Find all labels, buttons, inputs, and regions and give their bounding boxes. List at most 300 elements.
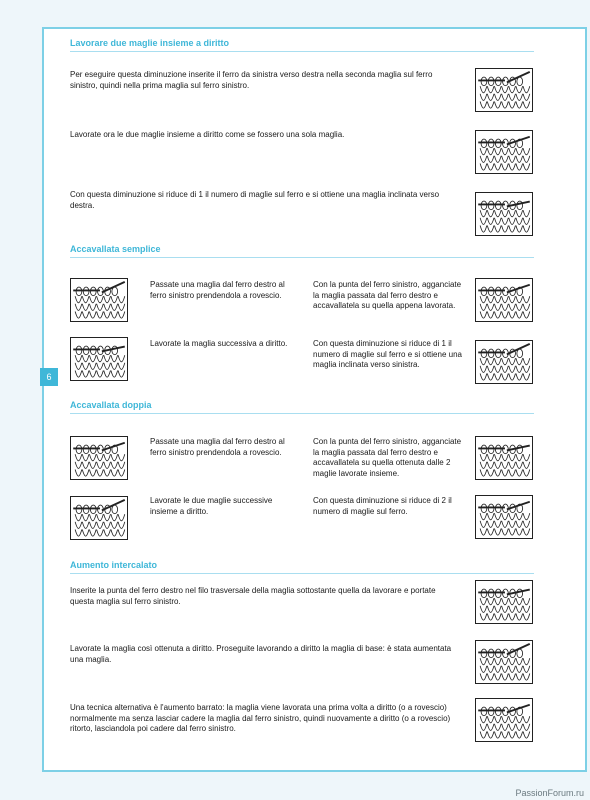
stitch-loop [75, 529, 82, 536]
stitch-loop [516, 521, 523, 528]
stitch-loop [89, 296, 96, 303]
stitch-loop [502, 304, 509, 311]
needle-loop [481, 287, 487, 296]
stitch-loop [487, 528, 494, 535]
section-title-double-slip: Accavallata doppia [70, 400, 534, 414]
stitch-loop [104, 355, 111, 362]
stitch-loop [494, 101, 501, 108]
stitch-loop [487, 731, 494, 738]
stitch-loop [480, 156, 487, 163]
stitch-loop [89, 522, 96, 529]
stitch-loop [494, 606, 501, 613]
stitch-loop [480, 225, 487, 232]
stitch-loop [82, 462, 89, 469]
stitch-loop [480, 673, 487, 680]
stitch-loop [480, 101, 487, 108]
stitch-loop [509, 304, 516, 311]
stitch-loop [89, 529, 96, 536]
stitch-loop [487, 716, 494, 723]
stitch-drawing [476, 437, 532, 479]
stitch-loop [516, 598, 523, 605]
stitch-loop [104, 514, 111, 521]
stitch-loop [487, 210, 494, 217]
stitch-loop [97, 304, 104, 311]
paragraph: Lavorate la maglia così ottenuta a diritto. Proseguite lavorando a diritto la maglia di base: è stata aumentata una maglia. [70, 644, 452, 664]
stitch-loop [82, 514, 89, 521]
paragraph: Con questa diminuzione si riduce di 2 il numero di maglie sul ferro. [313, 496, 452, 516]
stitch-loop [111, 529, 118, 536]
stitch-loop [502, 469, 509, 476]
stitch-loop [104, 462, 111, 469]
stitch-loop [523, 454, 530, 461]
stitch-loop [104, 522, 111, 529]
knitting-illustration [475, 340, 533, 384]
stitch-loop [97, 522, 104, 529]
knitting-illustration [475, 278, 533, 322]
stitch-loop [516, 225, 523, 232]
stitch-loop [516, 658, 523, 665]
stitch-loop [494, 724, 501, 731]
stitch-loop [82, 529, 89, 536]
stitch-loop [494, 156, 501, 163]
stitch-loop [75, 363, 82, 370]
knitting-illustration [70, 496, 128, 540]
paragraph: Una tecnica alternativa è l'aumento barrato: la maglia viene lavorata una prima volta a diritto (o a rovescio) normalmente ma senza lasciar cadere la maglia dal ferro sinistro, quindi nuovamente a diritto (o a rovescio) ritorto, lasciandola poi cadere dal ferro sinistro. [70, 703, 451, 733]
stitch-loop [104, 363, 111, 370]
stitch-loop [494, 462, 501, 469]
stitch-loop [480, 296, 487, 303]
stitch-loop [111, 363, 118, 370]
stitch-loop [487, 724, 494, 731]
needle-loop [90, 445, 96, 454]
needle-loop [76, 445, 82, 454]
stitch-loop [523, 94, 530, 101]
paragraph: Passate una maglia dal ferro destro al ferro sinistro prendendola a rovescio. [150, 437, 285, 457]
stitch-loop [502, 373, 509, 380]
stitch-drawing [476, 581, 532, 623]
needle [507, 644, 530, 655]
stitch-loop [494, 311, 501, 318]
stitch-loop [516, 462, 523, 469]
stitch-loop [89, 355, 96, 362]
stitch-loop [494, 658, 501, 665]
stitch-loop [509, 86, 516, 93]
stitch-loop [509, 716, 516, 723]
stitch-loop [516, 666, 523, 673]
paragraph: Con la punta del ferro sinistro, agganciate la maglia passata dal ferro destro e accavallatela su quella ottenuta dalle 2 maglie lavorate insieme. [313, 437, 462, 478]
stitch-loop [502, 724, 509, 731]
stitch-loop [509, 94, 516, 101]
stitch-loop [487, 86, 494, 93]
stitch-loop [480, 218, 487, 225]
stitch-loop [516, 296, 523, 303]
stitch-loop [480, 311, 487, 318]
stitch-loop [97, 529, 104, 536]
paragraph: Con questa diminuzione si riduce di 1 il numero di maglie sul ferro e si ottiene una maglia inclinata verso sinistra. [313, 339, 462, 369]
stitch-loop [509, 358, 516, 365]
stitch-loop [516, 86, 523, 93]
stitch-loop [480, 716, 487, 723]
stitch-loop [516, 311, 523, 318]
stitch-loop [82, 304, 89, 311]
knitting-illustration [475, 436, 533, 480]
stitch-loop [502, 163, 509, 170]
stitch-loop [509, 101, 516, 108]
stitch-loop [494, 613, 501, 620]
knitting-illustration [475, 130, 533, 174]
stitch-loop [480, 469, 487, 476]
stitch-loop [502, 521, 509, 528]
stitch-loop [487, 469, 494, 476]
stitch-loop [487, 101, 494, 108]
stitch-loop [97, 469, 104, 476]
needle-loop [481, 445, 487, 454]
stitch-loop [523, 606, 530, 613]
stitch-loop [502, 606, 509, 613]
stitch-loop [523, 225, 530, 232]
stitch-loop [509, 296, 516, 303]
stitch-loop [494, 528, 501, 535]
stitch-loop [75, 462, 82, 469]
stitch-loop [494, 210, 501, 217]
stitch-loop [523, 724, 530, 731]
stitch-loop [509, 724, 516, 731]
stitch-loop [487, 163, 494, 170]
stitch-loop [523, 358, 530, 365]
stitch-drawing [71, 497, 127, 539]
stitch-loop [516, 513, 523, 520]
stitch-loop [111, 462, 118, 469]
stitch-loop [516, 373, 523, 380]
stitch-loop [480, 598, 487, 605]
stitch-drawing [476, 131, 532, 173]
stitch-loop [523, 311, 530, 318]
stitch-loop [111, 311, 118, 318]
stitch-loop [516, 724, 523, 731]
stitch-loop [480, 528, 487, 535]
stitch-loop [494, 673, 501, 680]
stitch-loop [97, 296, 104, 303]
stitch-loop [523, 658, 530, 665]
stitch-loop [502, 148, 509, 155]
stitch-loop [104, 296, 111, 303]
stitch-loop [516, 358, 523, 365]
stitch-loop [104, 454, 111, 461]
stitch-loop [82, 370, 89, 377]
stitch-loop [97, 311, 104, 318]
stitch-loop [480, 521, 487, 528]
stitch-loop [523, 716, 530, 723]
knitting-illustration [475, 640, 533, 684]
stitch-loop [516, 606, 523, 613]
paragraph: Inserite la punta del ferro destro nel filo trasversale della maglia sottostante quella da lavorare e portate questa maglia sul ferro sinistro. [70, 586, 436, 606]
stitch-loop [480, 210, 487, 217]
stitch-loop [494, 521, 501, 528]
stitch-loop [509, 658, 516, 665]
stitch-loop [104, 370, 111, 377]
stitch-loop [523, 513, 530, 520]
stitch-loop [502, 94, 509, 101]
stitch-loop [89, 363, 96, 370]
stitch-loop [118, 363, 125, 370]
stitch-loop [523, 101, 530, 108]
stitch-loop [118, 311, 125, 318]
stitch-loop [480, 613, 487, 620]
stitch-loop [111, 454, 118, 461]
stitch-loop [118, 462, 125, 469]
stitch-drawing [476, 69, 532, 111]
stitch-loop [516, 716, 523, 723]
stitch-loop [89, 514, 96, 521]
stitch-loop [82, 311, 89, 318]
stitch-loop [111, 514, 118, 521]
stitch-loop [494, 358, 501, 365]
stitch-loop [494, 148, 501, 155]
stitch-loop [97, 370, 104, 377]
stitch-drawing [476, 341, 532, 383]
stitch-loop [509, 225, 516, 232]
needle [102, 282, 125, 293]
stitch-loop [82, 469, 89, 476]
needle [507, 72, 530, 82]
stitch-loop [104, 311, 111, 318]
stitch-loop [480, 462, 487, 469]
stitch-loop [494, 218, 501, 225]
stitch-loop [509, 156, 516, 163]
stitch-loop [516, 528, 523, 535]
stitch-loop [487, 304, 494, 311]
stitch-loop [494, 366, 501, 373]
stitch-loop [523, 521, 530, 528]
stitch-loop [502, 613, 509, 620]
needle-loop [488, 349, 494, 358]
stitch-loop [480, 658, 487, 665]
stitch-loop [502, 366, 509, 373]
stitch-loop [487, 366, 494, 373]
stitch-loop [509, 210, 516, 217]
stitch-loop [509, 462, 516, 469]
stitch-loop [509, 218, 516, 225]
stitch-loop [75, 311, 82, 318]
stitch-loop [111, 296, 118, 303]
stitch-loop [97, 514, 104, 521]
stitch-loop [75, 355, 82, 362]
stitch-loop [487, 606, 494, 613]
stitch-loop [516, 454, 523, 461]
needle-loop [495, 445, 501, 454]
stitch-loop [118, 304, 125, 311]
stitch-loop [89, 304, 96, 311]
needle-loop [481, 349, 487, 358]
stitch-loop [75, 370, 82, 377]
stitch-loop [523, 528, 530, 535]
stitch-loop [516, 366, 523, 373]
stitch-drawing [71, 338, 127, 380]
stitch-loop [118, 514, 125, 521]
stitch-loop [502, 462, 509, 469]
stitch-loop [104, 304, 111, 311]
stitch-loop [487, 218, 494, 225]
stitch-loop [502, 454, 509, 461]
stitch-loop [509, 163, 516, 170]
stitch-loop [480, 358, 487, 365]
needle-loop [488, 287, 494, 296]
stitch-loop [487, 225, 494, 232]
stitch-loop [516, 304, 523, 311]
stitch-loop [480, 86, 487, 93]
stitch-loop [509, 311, 516, 318]
stitch-loop [487, 148, 494, 155]
paragraph: Passate una maglia dal ferro destro al ferro sinistro prendendola a rovescio. [150, 280, 285, 300]
stitch-loop [494, 666, 501, 673]
stitch-loop [111, 522, 118, 529]
stitch-loop [523, 666, 530, 673]
stitch-loop [97, 363, 104, 370]
stitch-loop [509, 731, 516, 738]
stitch-loop [502, 311, 509, 318]
stitch-loop [111, 370, 118, 377]
stitch-loop [502, 666, 509, 673]
stitch-loop [523, 373, 530, 380]
stitch-drawing [476, 193, 532, 235]
stitch-loop [118, 370, 125, 377]
stitch-loop [480, 373, 487, 380]
stitch-loop [523, 673, 530, 680]
stitch-loop [523, 296, 530, 303]
needle-loop [488, 445, 494, 454]
stitch-loop [494, 296, 501, 303]
stitch-loop [487, 613, 494, 620]
stitch-loop [82, 355, 89, 362]
stitch-loop [111, 355, 118, 362]
stitch-loop [82, 296, 89, 303]
stitch-loop [487, 156, 494, 163]
stitch-loop [494, 513, 501, 520]
stitch-loop [480, 666, 487, 673]
stitch-drawing [476, 496, 532, 538]
section-title-increase: Aumento intercalato [70, 560, 534, 574]
stitch-loop [82, 363, 89, 370]
stitch-loop [480, 163, 487, 170]
stitch-loop [97, 462, 104, 469]
stitch-loop [487, 666, 494, 673]
stitch-loop [516, 673, 523, 680]
stitch-loop [480, 606, 487, 613]
stitch-loop [523, 731, 530, 738]
footer-watermark: PassionForum.ru [515, 788, 584, 798]
needle [507, 344, 530, 355]
stitch-loop [516, 469, 523, 476]
stitch-loop [509, 373, 516, 380]
stitch-loop [104, 529, 111, 536]
stitch-loop [118, 355, 125, 362]
stitch-loop [502, 86, 509, 93]
stitch-loop [487, 358, 494, 365]
stitch-loop [75, 296, 82, 303]
stitch-drawing [71, 437, 127, 479]
stitch-loop [480, 731, 487, 738]
stitch-loop [523, 148, 530, 155]
stitch-loop [75, 304, 82, 311]
stitch-loop [494, 731, 501, 738]
stitch-loop [502, 101, 509, 108]
stitch-loop [75, 522, 82, 529]
stitch-loop [82, 522, 89, 529]
stitch-loop [494, 454, 501, 461]
stitch-loop [89, 311, 96, 318]
stitch-loop [494, 86, 501, 93]
stitch-loop [502, 225, 509, 232]
stitch-loop [494, 163, 501, 170]
stitch-loop [523, 469, 530, 476]
stitch-drawing [476, 641, 532, 683]
stitch-loop [89, 370, 96, 377]
stitch-loop [494, 598, 501, 605]
stitch-loop [516, 218, 523, 225]
stitch-loop [494, 469, 501, 476]
knitting-illustration [475, 580, 533, 624]
stitch-loop [502, 218, 509, 225]
stitch-loop [487, 94, 494, 101]
stitch-loop [509, 454, 516, 461]
stitch-loop [480, 304, 487, 311]
stitch-loop [480, 513, 487, 520]
stitch-loop [523, 462, 530, 469]
stitch-loop [104, 469, 111, 476]
stitch-loop [118, 454, 125, 461]
stitch-loop [502, 528, 509, 535]
stitch-loop [523, 304, 530, 311]
knitting-illustration [475, 698, 533, 742]
needle [102, 500, 125, 511]
stitch-loop [487, 454, 494, 461]
stitch-loop [523, 210, 530, 217]
stitch-loop [89, 462, 96, 469]
stitch-loop [97, 454, 104, 461]
stitch-loop [487, 373, 494, 380]
stitch-loop [487, 598, 494, 605]
stitch-loop [494, 373, 501, 380]
stitch-loop [480, 94, 487, 101]
stitch-loop [487, 296, 494, 303]
stitch-loop [502, 716, 509, 723]
stitch-loop [502, 731, 509, 738]
stitch-loop [502, 598, 509, 605]
stitch-loop [523, 613, 530, 620]
stitch-loop [75, 469, 82, 476]
stitch-loop [516, 163, 523, 170]
page-number: 6 [40, 368, 58, 386]
stitch-loop [516, 101, 523, 108]
stitch-loop [97, 355, 104, 362]
stitch-loop [494, 716, 501, 723]
stitch-loop [523, 156, 530, 163]
stitch-loop [502, 673, 509, 680]
stitch-loop [487, 462, 494, 469]
needle-loop [76, 346, 82, 355]
stitch-loop [494, 225, 501, 232]
needle-loop [495, 349, 501, 358]
stitch-loop [494, 304, 501, 311]
stitch-loop [118, 469, 125, 476]
stitch-loop [516, 613, 523, 620]
stitch-loop [516, 148, 523, 155]
stitch-loop [118, 522, 125, 529]
stitch-loop [509, 613, 516, 620]
stitch-loop [75, 454, 82, 461]
needle-loop [83, 445, 89, 454]
paragraph: Lavorate le due maglie successive insieme a diritto. [150, 496, 273, 516]
